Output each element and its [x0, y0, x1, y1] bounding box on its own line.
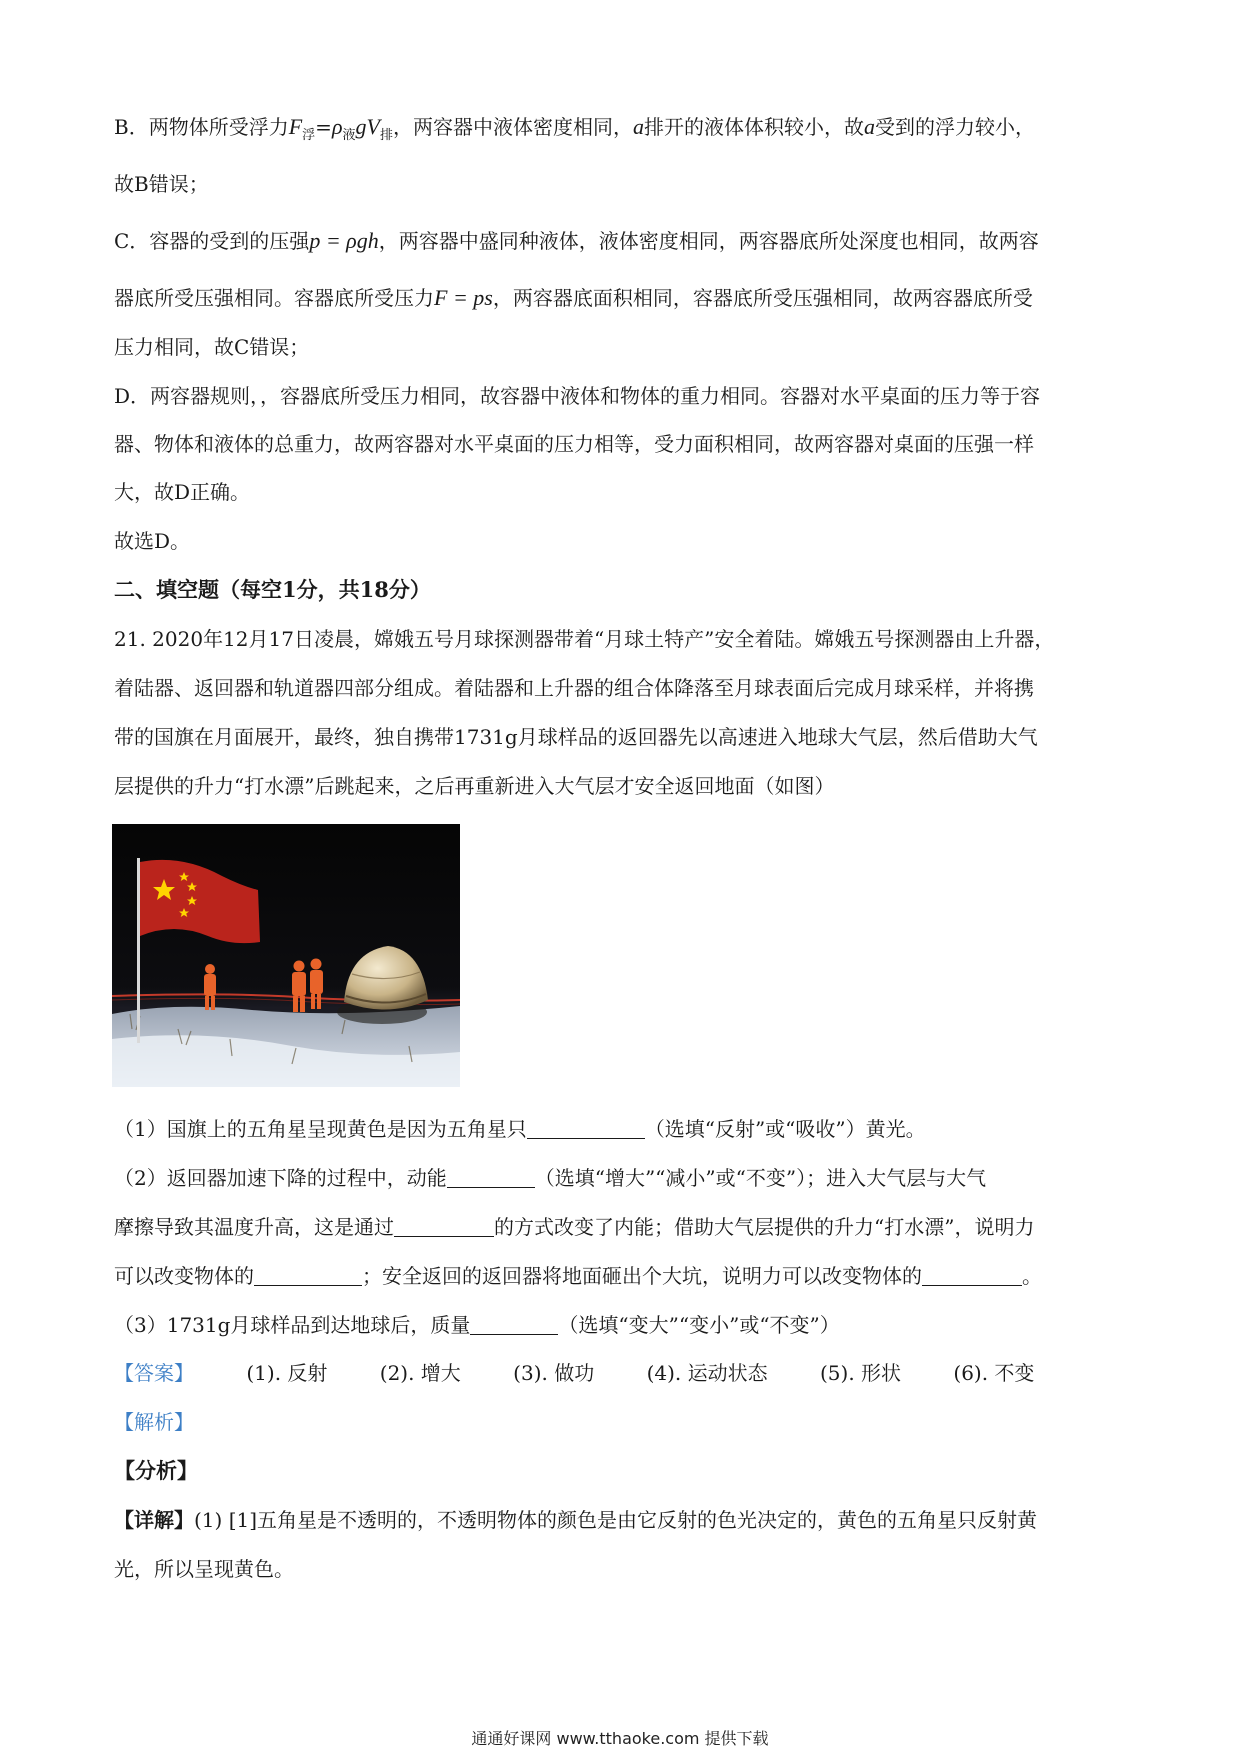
- answer-blank-4[interactable]: [254, 1265, 362, 1286]
- option-c-line2: 器底所受压强相同。容器底所受压力F = ps，两容器底面积相同，容器底所受压强相同，故两容器底所受: [114, 285, 1033, 310]
- page-footer: 通通好课网 www.tthaoke.com 提供下载: [471, 1729, 769, 1748]
- detail-line1: 【详解】(1) [1]五角星是不透明的，不透明物体的颜色是由它反射的色光决定的，黄色的五角星只反射黄: [114, 1508, 1038, 1532]
- answer-blank-2[interactable]: [447, 1167, 535, 1188]
- answer-1: (1). 反射: [246, 1361, 328, 1385]
- answer-line: [114, 1359, 1034, 1387]
- analysis-label: 【解析】: [114, 1410, 194, 1434]
- question-line1: 21. 2020年12月17日凌晨，嫦娥五号月球探测器带着“月球土特产”安全着陆。嫦娥五号探测器由上升器，: [114, 627, 1055, 651]
- answer-4: (4). 运动状态: [646, 1361, 768, 1385]
- sub-question-2-line3: 可以改变物体的 ；安全返回的返回器将地面砸出个大坑，说明力可以改变物体的 。: [114, 1264, 1042, 1288]
- answer-2: (2). 增大: [379, 1361, 461, 1385]
- fenxi-label: 【分析】: [114, 1458, 198, 1483]
- answer-blank-5[interactable]: [922, 1265, 1022, 1286]
- formula-force: F = ps: [434, 285, 493, 310]
- answer-blank-3[interactable]: [394, 1216, 494, 1237]
- detail-line2: 光，所以呈现黄色。: [114, 1557, 294, 1581]
- answer-6: (6). 不变: [953, 1361, 1035, 1385]
- answer-3: (3). 做功: [513, 1361, 595, 1385]
- option-d-line3: 大，故D正确。: [114, 480, 251, 504]
- formula-pressure: p = ρgh: [309, 228, 379, 253]
- option-b-line2: 故B错误；: [114, 172, 209, 196]
- photo-illustration: [112, 824, 460, 1087]
- choice-line: 故选D。: [114, 529, 191, 553]
- sub-question-3: （3）1731g月球样品到达地球后，质量 （选填“变大”“变小”或“不变”）: [114, 1313, 840, 1337]
- section-heading: 二、填空题（每空1分，共18分）: [114, 577, 431, 602]
- sub-question-2-line1: （2）返回器加速下降的过程中，动能 （选填“增大”“减小”或“不变”）；进入大气层与大气: [114, 1166, 987, 1190]
- flag-capsule-photo: [112, 824, 460, 1087]
- question-line4: 层提供的升力“打水漂”后跳起来，之后再重新进入大气层才安全返回地面（如图）: [114, 774, 835, 798]
- question-line3: 带的国旗在月面展开，最终，独自携带1731g月球样品的返回器先以高速进入地球大气层，然后借助大气: [114, 725, 1038, 749]
- answer-blank-6[interactable]: [470, 1314, 558, 1335]
- sub-question-2-line2: 摩擦导致其温度升高，这是通过 的方式改变了内能；借助大气层提供的升力“打水漂”，说明力: [114, 1215, 1035, 1239]
- detail-label: 【详解】: [114, 1508, 194, 1532]
- option-d-line1: D．两容器规则，，容器底所受压力相同，故容器中液体和物体的重力相同。容器对水平桌面的压力等于容: [114, 384, 1041, 408]
- option-d-line2: 器、物体和液体的总重力，故两容器对水平桌面的压力相等，受力面积相同，故两容器对桌面的压强一样: [114, 432, 1034, 456]
- sub-question-1: （1）国旗上的五角星呈现黄色是因为五角星只 （选填“反射”或“吸收”）黄光。: [114, 1117, 926, 1141]
- answer-blank-1[interactable]: [527, 1118, 645, 1139]
- option-c-line3: 压力相同，故C错误；: [114, 335, 310, 359]
- answer-label: 【答案】: [114, 1361, 194, 1385]
- formula-f: F: [288, 114, 303, 139]
- answer-5: (5). 形状: [819, 1361, 902, 1385]
- option-c-line1: C．容器的受到的压强p = ρgh，两容器中盛同种液体，液体密度相同，两容器底所处深度也相同，故两容: [114, 228, 1039, 253]
- option-b-line1: B．两物体所受浮力$F_浮=\rho_液gV_排$，两容器中液体密度相同，a排开的液体体积较小，故a受到的浮力较小，: [114, 114, 1035, 143]
- question-line2: 着陆器、返回器和轨道器四部分组成。着陆器和上升器的组合体降落至月球表面后完成月球采样，并将携: [114, 676, 1034, 700]
